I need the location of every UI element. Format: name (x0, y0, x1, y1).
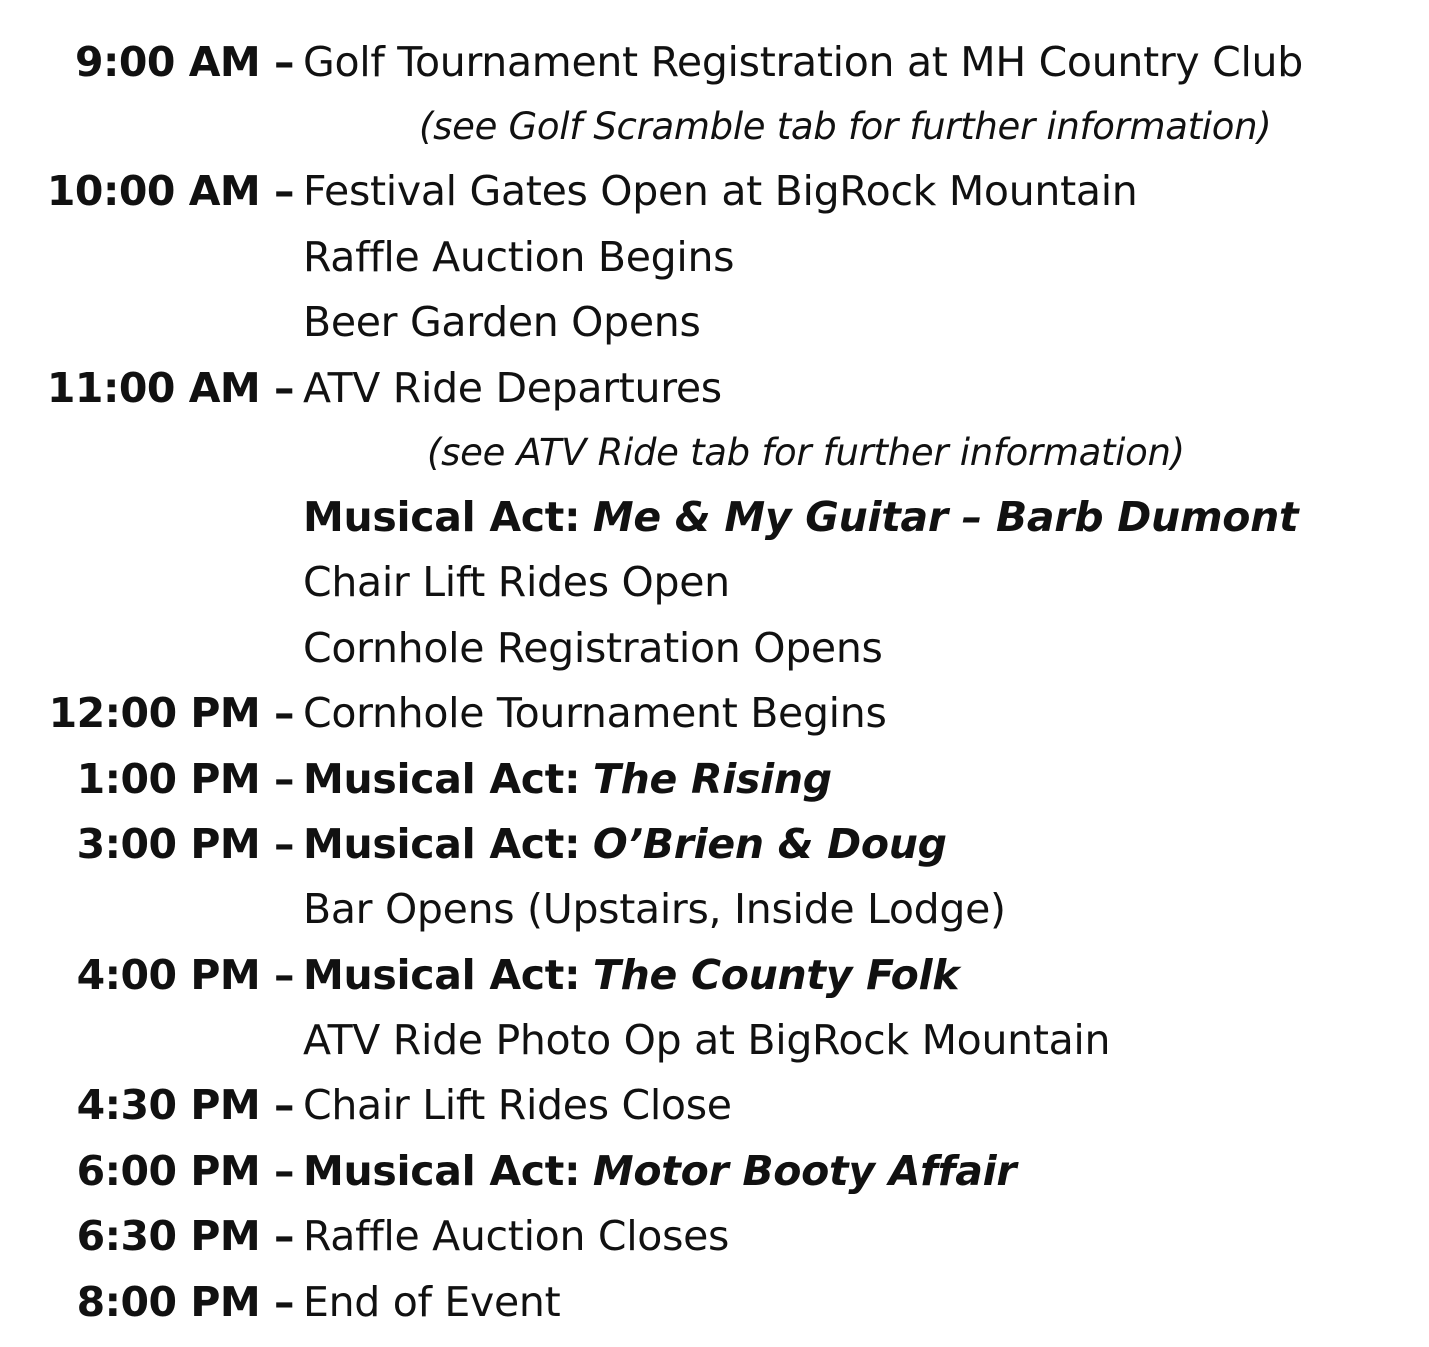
schedule-row (0, 95, 1429, 159)
schedule-row (0, 30, 1429, 95)
schedule-row (0, 616, 1429, 681)
musical-act-name: Me & My Guitar – Barb Dumont (592, 492, 1299, 541)
schedule-event: ATV Ride Photo Op at BigRock Mountain (303, 1016, 1111, 1065)
schedule-event: Chair Lift Rides Open (303, 558, 730, 607)
schedule-row (0, 943, 1429, 1008)
schedule-event: Cornhole Tournament Begins (303, 689, 887, 738)
musical-act-label: Musical Act: (303, 1146, 581, 1195)
schedule-event: Chair Lift Rides Close (303, 1081, 732, 1130)
schedule-row (0, 1139, 1429, 1204)
musical-act-label: Musical Act: (303, 754, 581, 803)
schedule-time: 4:30 PM – (76, 1081, 294, 1130)
info-note: (see ATV Ride tab for further information) (427, 430, 1185, 474)
musical-act-event (303, 747, 832, 812)
schedule-time: 11:00 AM – (46, 363, 294, 412)
schedule-time: 1:00 PM – (76, 754, 294, 803)
schedule-row (0, 1073, 1429, 1138)
schedule-time: 9:00 AM – (74, 38, 294, 86)
schedule-row (0, 550, 1429, 615)
schedule-row (0, 290, 1429, 355)
musical-act-name: The County Folk (592, 950, 960, 999)
schedule-time: 10:00 AM – (46, 167, 294, 216)
schedule-time: 3:00 PM – (76, 819, 294, 868)
schedule-row (0, 1204, 1429, 1269)
schedule-row (0, 747, 1429, 812)
musical-act-label: Musical Act: (303, 492, 581, 541)
schedule-row (0, 356, 1429, 421)
schedule-row (0, 225, 1429, 290)
schedule-row (0, 877, 1429, 942)
musical-act-name: Motor Booty Affair (592, 1146, 1017, 1195)
musical-act-event (303, 485, 1298, 550)
schedule-row (0, 485, 1429, 550)
schedule-time: 4:00 PM – (76, 950, 294, 999)
schedule-time: 6:00 PM – (76, 1146, 294, 1195)
schedule-row (0, 1008, 1429, 1073)
musical-act-event (303, 812, 947, 877)
schedule-event: Golf Tournament Registration at MH Country Club (303, 38, 1303, 86)
schedule-event: ATV Ride Departures (303, 363, 722, 412)
info-note: (see Golf Scramble tab for further information) (419, 105, 1272, 149)
musical-act-name: The Rising (592, 754, 832, 803)
schedule-event: Beer Garden Opens (303, 298, 701, 347)
schedule-event: End of Event (303, 1277, 561, 1326)
schedule-event: Cornhole Registration Opens (303, 623, 883, 672)
schedule-event: Raffle Auction Closes (303, 1212, 730, 1261)
schedule-time: 8:00 PM – (76, 1277, 294, 1326)
schedule-event: Festival Gates Open at BigRock Mountain (303, 167, 1138, 216)
event-schedule (0, 30, 1429, 1335)
schedule-event: Raffle Auction Begins (303, 232, 735, 281)
schedule-time: 6:30 PM – (76, 1212, 294, 1261)
schedule-row (0, 1270, 1429, 1335)
schedule-time: 12:00 PM – (48, 689, 294, 738)
musical-act-label: Musical Act: (303, 819, 581, 868)
schedule-event: Bar Opens (Upstairs, Inside Lodge) (303, 885, 1006, 934)
schedule-row (0, 421, 1429, 485)
musical-act-label: Musical Act: (303, 950, 581, 999)
musical-act-event (303, 1139, 1016, 1204)
schedule-row (0, 159, 1429, 224)
schedule-row (0, 681, 1429, 746)
musical-act-name: O’Brien & Doug (592, 819, 947, 868)
musical-act-event (303, 943, 959, 1008)
schedule-row (0, 812, 1429, 877)
